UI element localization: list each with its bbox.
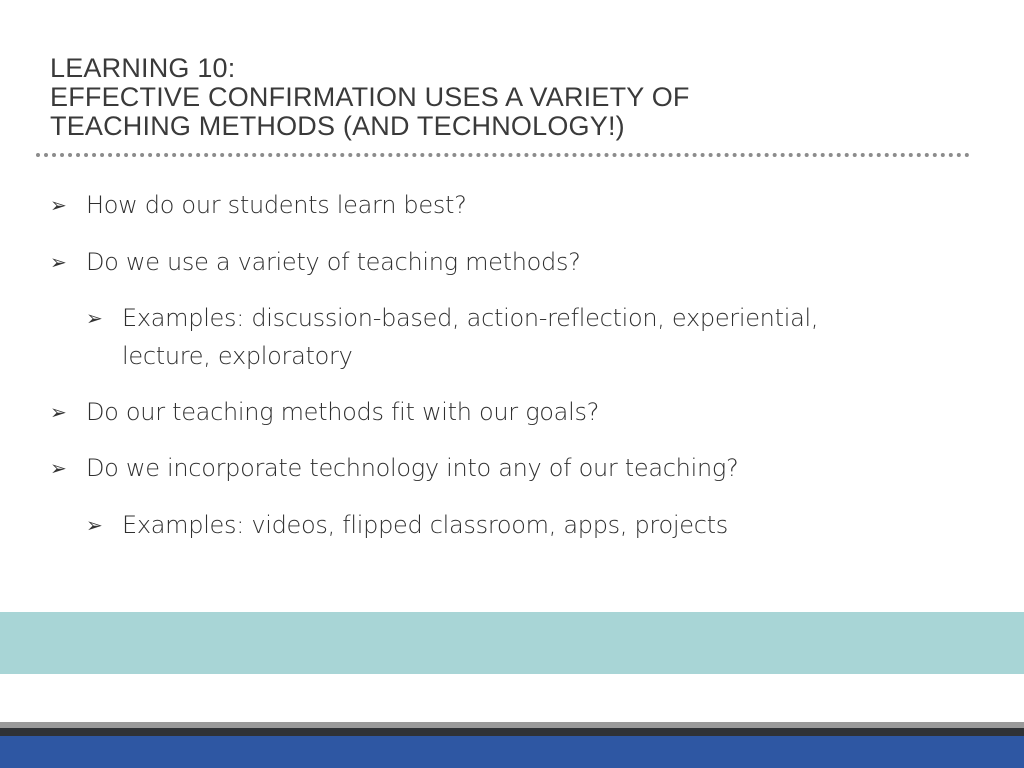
title-line: EFFECTIVE CONFIRMATION USES A VARIETY OF: [50, 82, 690, 112]
bullet-item: [50, 393, 599, 431]
bullet-text: How do our students learn best?: [86, 191, 467, 219]
bullet-item: [50, 243, 581, 281]
arrow-bullet-icon: ➢: [86, 306, 103, 330]
bullet-text: Examples: discussion-based, action-reflection, experiential, lecture, exploratory: [122, 304, 819, 370]
bullet-text: Do we use a variety of teaching methods?: [86, 248, 581, 276]
bullet-text: Do we incorporate technology into any of our teaching?: [86, 454, 739, 482]
arrow-bullet-icon: ➢: [50, 193, 67, 217]
bullet-text: Do our teaching methods fit with our goals?: [86, 398, 600, 426]
bullet-item: [50, 186, 467, 224]
arrow-bullet-icon: ➢: [50, 456, 67, 480]
dark-footer-stripe: [0, 728, 1024, 736]
sub-bullet-item: [86, 506, 902, 544]
arrow-bullet-icon: ➢: [50, 250, 67, 274]
arrow-bullet-icon: ➢: [86, 513, 103, 537]
arrow-bullet-icon: ➢: [50, 400, 67, 424]
title-line: TEACHING METHODS (AND TECHNOLOGY!): [50, 111, 625, 141]
bullet-text: Examples: videos, flipped classroom, apps, projects: [122, 511, 728, 539]
slide-title: [50, 54, 950, 141]
blue-footer-band: [0, 736, 1024, 768]
sub-bullet-item: [86, 299, 902, 375]
bullet-item: [50, 449, 738, 487]
title-line: LEARNING 10:: [50, 53, 236, 83]
title-divider: [36, 153, 970, 157]
teal-accent-band: [0, 612, 1024, 674]
